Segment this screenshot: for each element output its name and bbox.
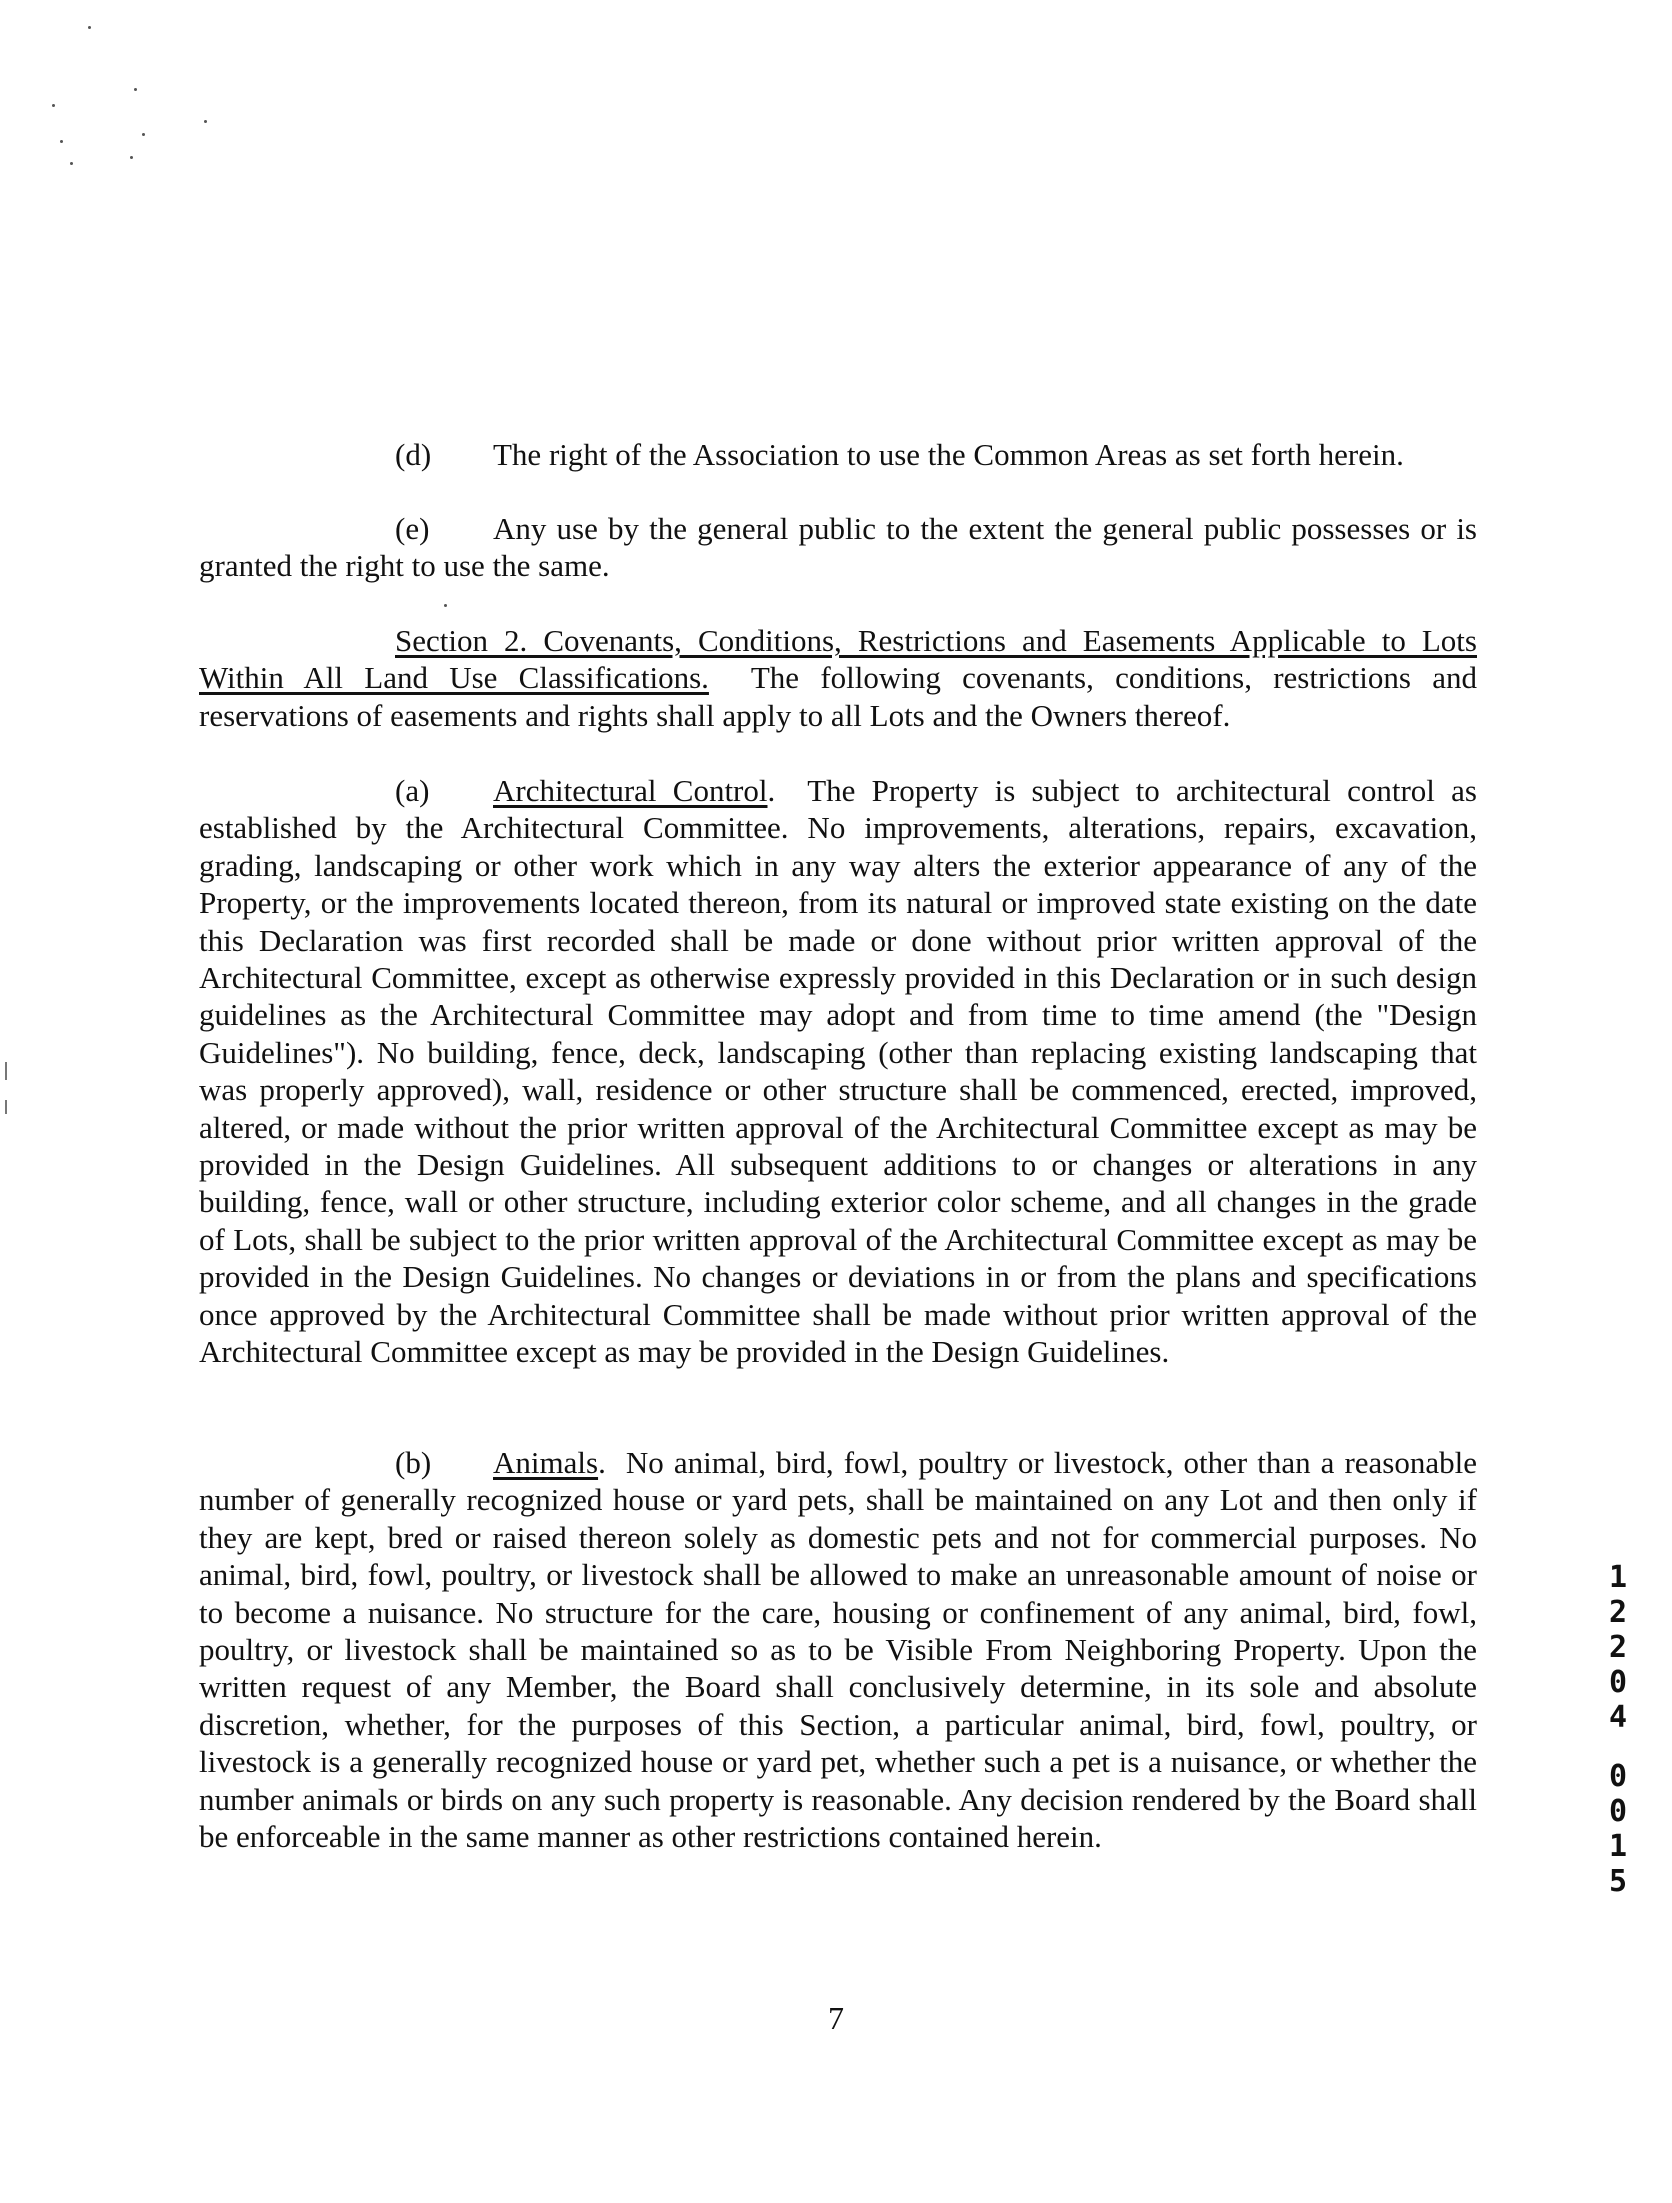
scan-speck — [52, 104, 55, 107]
stamp-digit: 2 — [1608, 1630, 1628, 1665]
scan-speck — [444, 604, 447, 607]
section-2-heading: Section 2. Covenants, Conditions, Restrictions and Easements Applicable to Lots Within All Land Use Classifications. — [199, 623, 1477, 696]
stamp-digit: 1 — [1608, 1560, 1628, 1595]
item-d — [395, 436, 1404, 473]
scan-speck — [134, 88, 137, 91]
scan-speck — [60, 140, 63, 143]
stamp-digit: 0 — [1608, 1794, 1628, 1829]
item-b-animals: (b) Animals. No animal, bird, fowl, poultry or livestock, other than a reasonable number of generally recognized house or yard pets, shall be maintained on any Lot and then only if they are kept, bred or raised thereon solely as domestic pets and not for commercial purposes. No animal, bird, fowl, poultry, or livestock shall be allowed to make an unreasonable amount of noise or to become a nuisance. No structure for the care, housing or confinement of any animal, bird, fowl, poultry, or livestock shall be maintained so as to be Visible From Neighboring Property. Upon the written request of any Member, the Board shall conclusively determine, in its sole and absolute discretion, whether, for the purposes of this Section, a particular animal, bird, fowl, poultry, or livestock is a generally recognized house or yard pet, whether such a pet is a nuisance, or whether the number animals or birds on any such property is reasonable. Any decision rendered by the Board shall be enforceable in the same manner as other restrictions contained herein. — [199, 1445, 1477, 1855]
scan-speck — [204, 120, 207, 123]
item-a-marker: (a) — [395, 773, 430, 808]
scan-speck — [130, 156, 133, 159]
section-2-text: The following covenants, conditions, restrictions and reservations of easements and rights shall apply to all Lots and the Owners thereof. — [199, 660, 1477, 733]
stamp-digit: 0 — [1608, 1759, 1628, 1794]
item-a-text: The Property is subject to architectural control as established by the Architectural Committee. No improvements, alterations, repairs, excavation, grading, landscaping or other work which in any way alters the exterior appearance of any of the Property, or the improvements located thereon, from its natural or improved state existing on the date this Declaration was first recorded shall be made or done without prior written approval of the Architectural Committee, except as otherwise expressly provided in this Declaration or in such design guidelines as the Architectural Committee may adopt and from time to time amend (the "Design Guidelines"). No building, fence, deck, landscaping (other than replacing existing landscaping that was properly approved), wall, residence or other structure shall be commenced, erected, improved, altered, or made without the prior written approval of the Architectural Committee except as may be provided in the Design Guidelines. All subsequent additions to or changes or alterations in any building, fence, wall or other structure, including exterior color scheme, and all changes in the grade of Lots, shall be subject to the prior written approval of the Architectural Committee except as may be provided in the Design Guidelines. No changes or deviations in or from the plans and specifications once approved by the Architectural Committee shall be made without prior written approval of the Architectural Committee except as may be provided in the Design Guidelines. — [199, 773, 1477, 1370]
item-d-text: The right of the Association to use the Common Areas as set forth herein. — [493, 437, 1404, 472]
stamp-digit: 1 — [1608, 1829, 1628, 1864]
scan-speck — [70, 162, 73, 165]
item-b-text: No animal, bird, fowl, poultry or livestock, other than a reasonable number of generally recognized house or yard pets, shall be maintained on any Lot and then only if they are kept, bred or raised thereon solely as domestic pets and not for commercial purposes. No animal, bird, fowl, poultry, or livestock shall be allowed to make an unreasonable amount of noise or to become a nuisance. No structure for the care, housing or confinement of any animal, bird, fowl, poultry, or livestock shall be maintained so as to be Visible From Neighboring Property. Upon the written request of any Member, the Board shall conclusively determine, in its sole and absolute discretion, whether, for the purposes of this Section, a particular animal, bird, fowl, poultry, or livestock is a generally recognized house or yard pet, whether such a pet is a nuisance, or whether the number animals or birds on any such property is reasonable. Any decision rendered by the Board shall be enforceable in the same manner as other restrictions contained herein. — [199, 1445, 1477, 1855]
stamp-digit: 4 — [1608, 1700, 1628, 1735]
item-e-text: Any use by the general public to the extent the general public possesses or is granted the right to use the same. — [199, 511, 1477, 584]
stamp-gap — [1598, 1735, 1638, 1759]
item-b-heading: Animals — [493, 1445, 599, 1480]
item-a-architectural-control: (a) Architectural Control. The Property is subject to architectural control as established by the Architectural Committee. No improvements, alterations, repairs, excavation, grading, landscaping or other work which in any way alters the exterior appearance of any of the Property, or the improvements located thereon, from its natural or improved state existing on the date this Declaration was first recorded shall be made or done without prior written approval of the Architectural Committee, except as otherwise expressly provided in this Declaration or in such design guidelines as the Architectural Committee may adopt and from time to time amend (the "Design Guidelines"). No building, fence, deck, landscaping (other than replacing existing landscaping that was properly approved), wall, residence or other structure shall be commenced, erected, improved, altered, or made without the prior written approval of the Architectural Committee except as may be provided in the Design Guidelines. All subsequent additions to or changes or alterations in any building, fence, wall or other structure, including exterior color scheme, and all changes in the grade of Lots, shall be subject to the prior written approval of the Architectural Committee except as may be provided in the Design Guidelines. No changes or deviations in or from the plans and specifications once approved by the Architectural Committee shall be made without prior written approval of the Architectural Committee except as may be provided in the Design Guidelines. — [199, 773, 1477, 1370]
recording-stamp — [1598, 1560, 1638, 1899]
scan-speck — [88, 26, 91, 29]
scan-speck — [142, 133, 145, 136]
page-number: 7 — [828, 2000, 844, 2036]
item-e — [199, 510, 1477, 585]
scan-mark — [5, 1062, 7, 1080]
stamp-digit: 0 — [1608, 1665, 1628, 1700]
item-a-heading: Architectural Control — [493, 773, 768, 808]
scan-mark — [5, 1100, 7, 1114]
section-2 — [199, 622, 1477, 734]
item-b-marker: (b) — [395, 1445, 432, 1480]
stamp-digit: 5 — [1608, 1864, 1628, 1899]
item-e-marker: (e) — [395, 511, 430, 546]
item-d-marker: (d) — [395, 437, 432, 472]
stamp-digit: 2 — [1608, 1595, 1628, 1630]
